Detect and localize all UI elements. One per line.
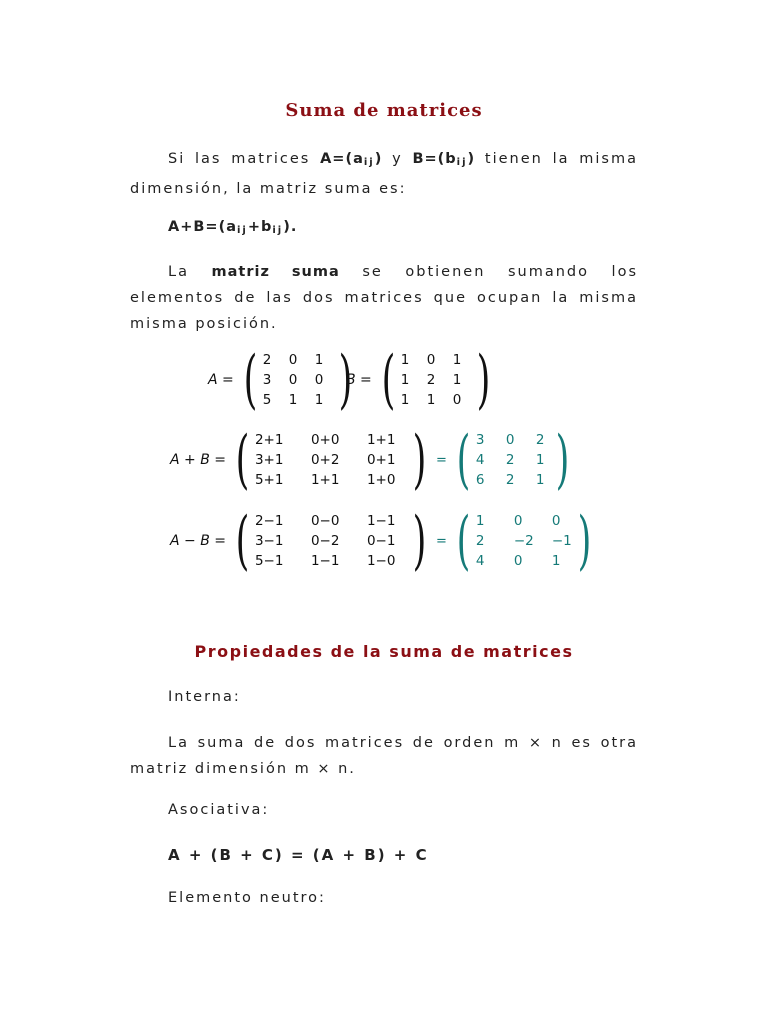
interna-label: Interna: [168,689,241,705]
matrix-cell: 0+0 [310,431,340,448]
matrix-cell: 4 [475,552,485,569]
matrix-cell: 1 [535,451,545,468]
matrix-cell: 0−1 [366,532,396,549]
matrix-cell: 1 [400,391,410,408]
matrix-cell: 0 [513,552,523,569]
matrix-sum-example: A + B = ( 2+1 0+0 1+1 3+1 0+2 0+1 5+1 1+1 1+0 ) = ( 3 0 2 4 2 1 6 2 1 ) [170,423,570,497]
matrix-cell: 2 [262,351,272,368]
matrix-cell: 1 [452,371,462,388]
equals-sign: = [435,452,447,468]
matrix-cell: 0−2 [310,532,340,549]
matrix-cell: 2 [505,471,515,488]
properties-title: Propiedades de la suma de matrices [194,642,574,661]
definition-paragraph: La matriz suma se obtienen sumando los elementos de las dos matrices que ocupan la misma misma posición. [130,264,639,332]
matrix-cell: 0+2 [310,451,340,468]
section-title: Suma de matrices [285,100,483,121]
matrix-cell: 5+1 [254,471,284,488]
matrix-cell: 5−1 [254,552,284,569]
matrix-cell: 3+1 [254,451,284,468]
matrix-cell: 0−0 [310,512,340,529]
matrix-b: B = ( 1 0 1 1 2 1 1 1 0 ) [346,343,491,417]
matrix-cell: 2−1 [254,512,284,529]
matrix-cell: 3−1 [254,532,284,549]
asociativa-formula: A + (B + C) = (A + B) + C [168,846,429,864]
matrix-cell: 0 [551,512,561,529]
matrix-cell: 1 [400,371,410,388]
matrix-a: A = ( 2 0 1 3 0 0 5 1 1 ) [208,343,353,417]
matrix-diff-example: A − B = ( 2−1 0−0 1−1 3−1 0−2 0−1 5−1 1−1 1−0 ) = ( 1 0 0 2 −2 −1 4 0 1 ) [170,504,592,578]
matrix-cell: 1+1 [366,431,396,448]
matrix-cell: 2 [426,371,436,388]
matrix-cell: −2 [513,532,534,549]
matrix-cell: 1 [314,391,324,408]
matrix-cell: 4 [475,451,485,468]
matrix-cell: 0 [288,371,298,388]
matrix-cell: 1 [400,351,410,368]
matrix-cell: 1+1 [310,471,340,488]
matrix-cell: 1 [288,391,298,408]
matrix-cell: 0 [505,431,515,448]
equals-sign: = [435,533,447,549]
matrix-cell: 0 [288,351,298,368]
matrix-cell: −1 [551,532,572,549]
matrix-cell: 1+0 [366,471,396,488]
matrix-cell: 2+1 [254,431,284,448]
matrix-cell: 1−1 [366,512,396,529]
matrix-cell: 0 [426,351,436,368]
sum-formula: $A+B=(a_{ij}+b_{ij})$. [168,219,298,236]
matrix-cell: 1−1 [310,552,340,569]
matrix-cell: 6 [475,471,485,488]
matrix-cell: 1 [314,351,324,368]
matrix-cell: 1 [452,351,462,368]
matrix-cell: 0 [452,391,462,408]
matrix-cell: 0 [513,512,523,529]
matrix-cell: 1 [475,512,485,529]
matrix-cell: 2 [505,451,515,468]
matrix-cell: 2 [535,431,545,448]
matrix-cell: 1 [551,552,561,569]
matrix-cell: 2 [475,532,485,549]
matrix-cell: 3 [475,431,485,448]
matrix-cell: 0+1 [366,451,396,468]
matrix-cell: 1−0 [366,552,396,569]
matrix-cell: 1 [535,471,545,488]
interna-text: La suma de dos matrices de orden m × n es otra matriz dimensión m × n. [130,735,638,777]
intro-paragraph: Si las matrices $A=(a_{ij})$ y $B=(b_{ij})$ tienen la misma dimensión, la matriz suma es: [130,151,638,197]
matrix-cell: 3 [262,371,272,388]
neutro-label: Elemento neutro: [168,890,326,906]
matrix-cell: 0 [314,371,324,388]
matrix-cell: 1 [426,391,436,408]
asociativa-label: Asociativa: [168,802,270,818]
matrix-cell: 5 [262,391,272,408]
